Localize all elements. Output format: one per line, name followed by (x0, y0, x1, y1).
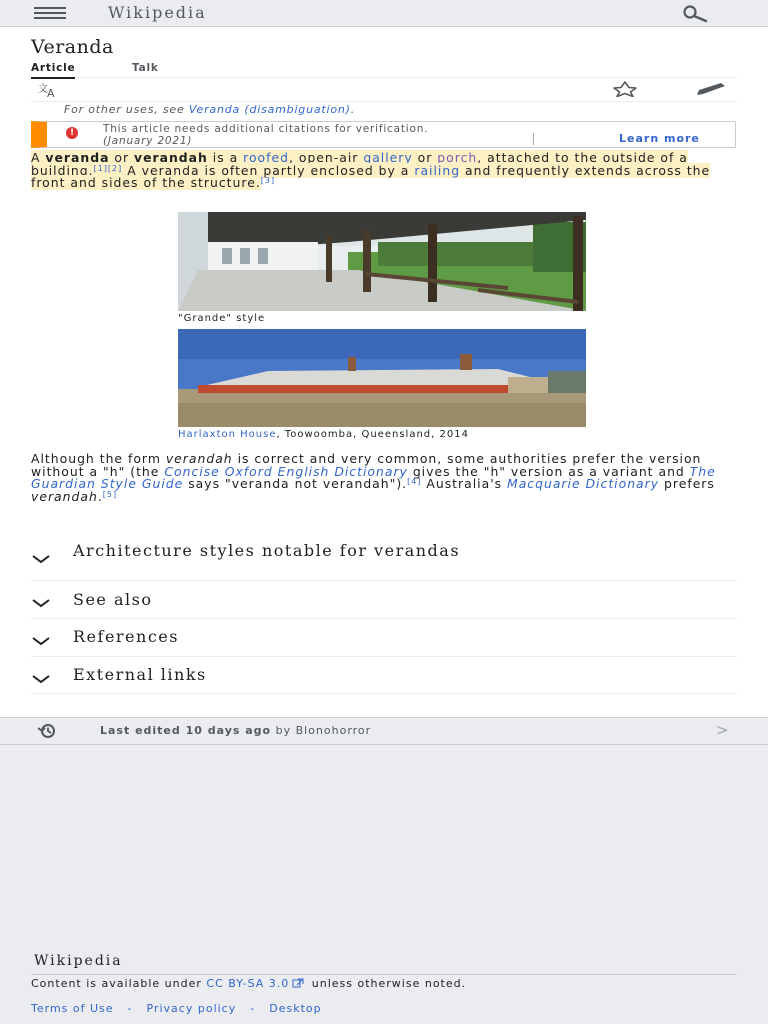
text: and frequently extends across the front and sides of the structure. (31, 162, 711, 191)
search-icon[interactable] (676, 4, 712, 24)
body-paragraph (31, 453, 735, 503)
emphasis: verandah (31, 488, 98, 504)
text: is a (207, 150, 244, 165)
text: gives the "h" version as a variant and (407, 463, 690, 479)
lead-paragraph (31, 152, 731, 190)
chevron-down-icon (31, 553, 51, 565)
guardian-style-guide-link[interactable]: The Guardian Style Guide (31, 463, 716, 492)
learn-more-link[interactable]: Learn more (619, 132, 700, 145)
emphasis: verandah (165, 451, 233, 466)
text: unless otherwise noted. (307, 977, 467, 990)
section-title: References (73, 627, 179, 646)
hatnote (64, 103, 355, 116)
desktop-link[interactable]: Desktop (269, 1002, 322, 1015)
footer-wordmark: Wikipedia (34, 953, 123, 969)
svg-text:A: A (47, 87, 55, 98)
svg-text:文: 文 (38, 84, 48, 95)
last-edited-bar[interactable] (0, 717, 768, 745)
reference-link[interactable]: [3] (260, 176, 276, 186)
language-icon[interactable] (38, 82, 60, 98)
macquarie-dictionary-link[interactable]: Macquarie Dictionary (507, 476, 660, 492)
text: . (97, 488, 103, 504)
notice-line-1: This article needs additional citations for verification. (103, 123, 429, 135)
bold-term: veranda (45, 150, 110, 165)
harlaxton-house-link[interactable]: Harlaxton House (178, 429, 277, 440)
last-edited-time: Last edited 10 days ago (100, 724, 272, 737)
text: A veranda is often partly enclosed by a (122, 162, 415, 178)
reference-link[interactable]: [1] (93, 163, 108, 173)
text: prefers (659, 476, 715, 492)
section-see-also[interactable] (31, 581, 737, 619)
footer-divider (31, 974, 737, 975)
article-content (0, 27, 768, 717)
text: Content is available under (31, 977, 207, 990)
separator: - (127, 1002, 133, 1015)
text: or (412, 150, 438, 165)
chevron-down-icon (31, 597, 51, 609)
chevron-down-icon (31, 673, 51, 685)
edit-icon[interactable] (693, 81, 729, 97)
text: , open-air (288, 150, 364, 165)
page-title: Veranda (31, 36, 114, 58)
figure-caption (178, 429, 508, 440)
highlighted-text (31, 150, 710, 190)
header-bar (0, 0, 768, 27)
text: Although the form (31, 451, 166, 466)
reference-link[interactable]: [5] (102, 489, 118, 499)
separator: - (250, 1002, 256, 1015)
chevron-down-icon (31, 635, 51, 647)
hatnote-text: For other uses, see (64, 103, 189, 116)
reference-link[interactable]: [2] (107, 163, 123, 173)
section-external-links[interactable] (31, 657, 737, 694)
menu-icon[interactable] (34, 7, 66, 21)
veranda-photo[interactable] (178, 212, 586, 311)
text: says "veranda not verandah"). (183, 476, 408, 492)
chevron-right-icon: > (716, 721, 729, 739)
roofed-link[interactable]: roofed (243, 150, 289, 165)
text: A (31, 150, 46, 165)
privacy-policy-link[interactable]: Privacy policy (146, 1002, 237, 1015)
license-link[interactable]: CC BY-SA 3.0 (206, 977, 290, 990)
reference-link[interactable]: [4] (407, 477, 422, 487)
external-link-icon (292, 978, 304, 988)
section-architecture-styles[interactable] (31, 540, 737, 581)
warning-icon: ! (66, 127, 78, 139)
last-edited-user: by Blonohorror (271, 724, 372, 737)
last-edited-text (100, 724, 371, 737)
notice-text (103, 123, 428, 147)
star-icon[interactable] (608, 81, 642, 97)
bold-term: verandah (134, 150, 208, 165)
page-actions (31, 79, 737, 102)
railing-link[interactable]: railing (414, 162, 461, 178)
footer-links (31, 1002, 322, 1015)
section-title: External links (73, 665, 207, 684)
oxford-dictionary-link[interactable]: Concise Oxford English Dictionary (164, 463, 408, 479)
notice-divider (533, 133, 534, 145)
tab-article[interactable]: Article (31, 62, 75, 79)
porch-link[interactable]: porch (437, 150, 478, 165)
section-title: See also (73, 590, 153, 609)
terms-of-use-link[interactable]: Terms of Use (31, 1002, 114, 1015)
section-references[interactable] (31, 619, 737, 657)
section-title: Architecture styles notable for verandas (73, 541, 461, 560)
hatnote-suffix: . (350, 103, 356, 116)
notice-date: (January 2021) (103, 135, 193, 147)
text: or (109, 150, 134, 165)
license-text (31, 978, 731, 989)
gallery-link[interactable]: gallery (363, 150, 413, 165)
caption-text: , Toowoomba, Queensland, 2014 (276, 429, 469, 440)
text: Australia's (421, 476, 508, 492)
disambiguation-link[interactable]: Veranda (disambiguation) (188, 103, 351, 116)
page-tabs (31, 61, 737, 78)
text: , attached to the outside of a building. (31, 150, 688, 178)
citation-notice[interactable] (31, 121, 736, 148)
text: is correct and very common, some authorities prefer the version without a "h" (the (31, 451, 702, 479)
harlaxton-house-photo[interactable] (178, 329, 586, 427)
figure-caption: "Grande" style (178, 313, 266, 324)
tab-talk[interactable]: Talk (132, 62, 159, 74)
wikipedia-wordmark[interactable]: Wikipedia (108, 3, 207, 22)
history-icon (32, 723, 64, 739)
